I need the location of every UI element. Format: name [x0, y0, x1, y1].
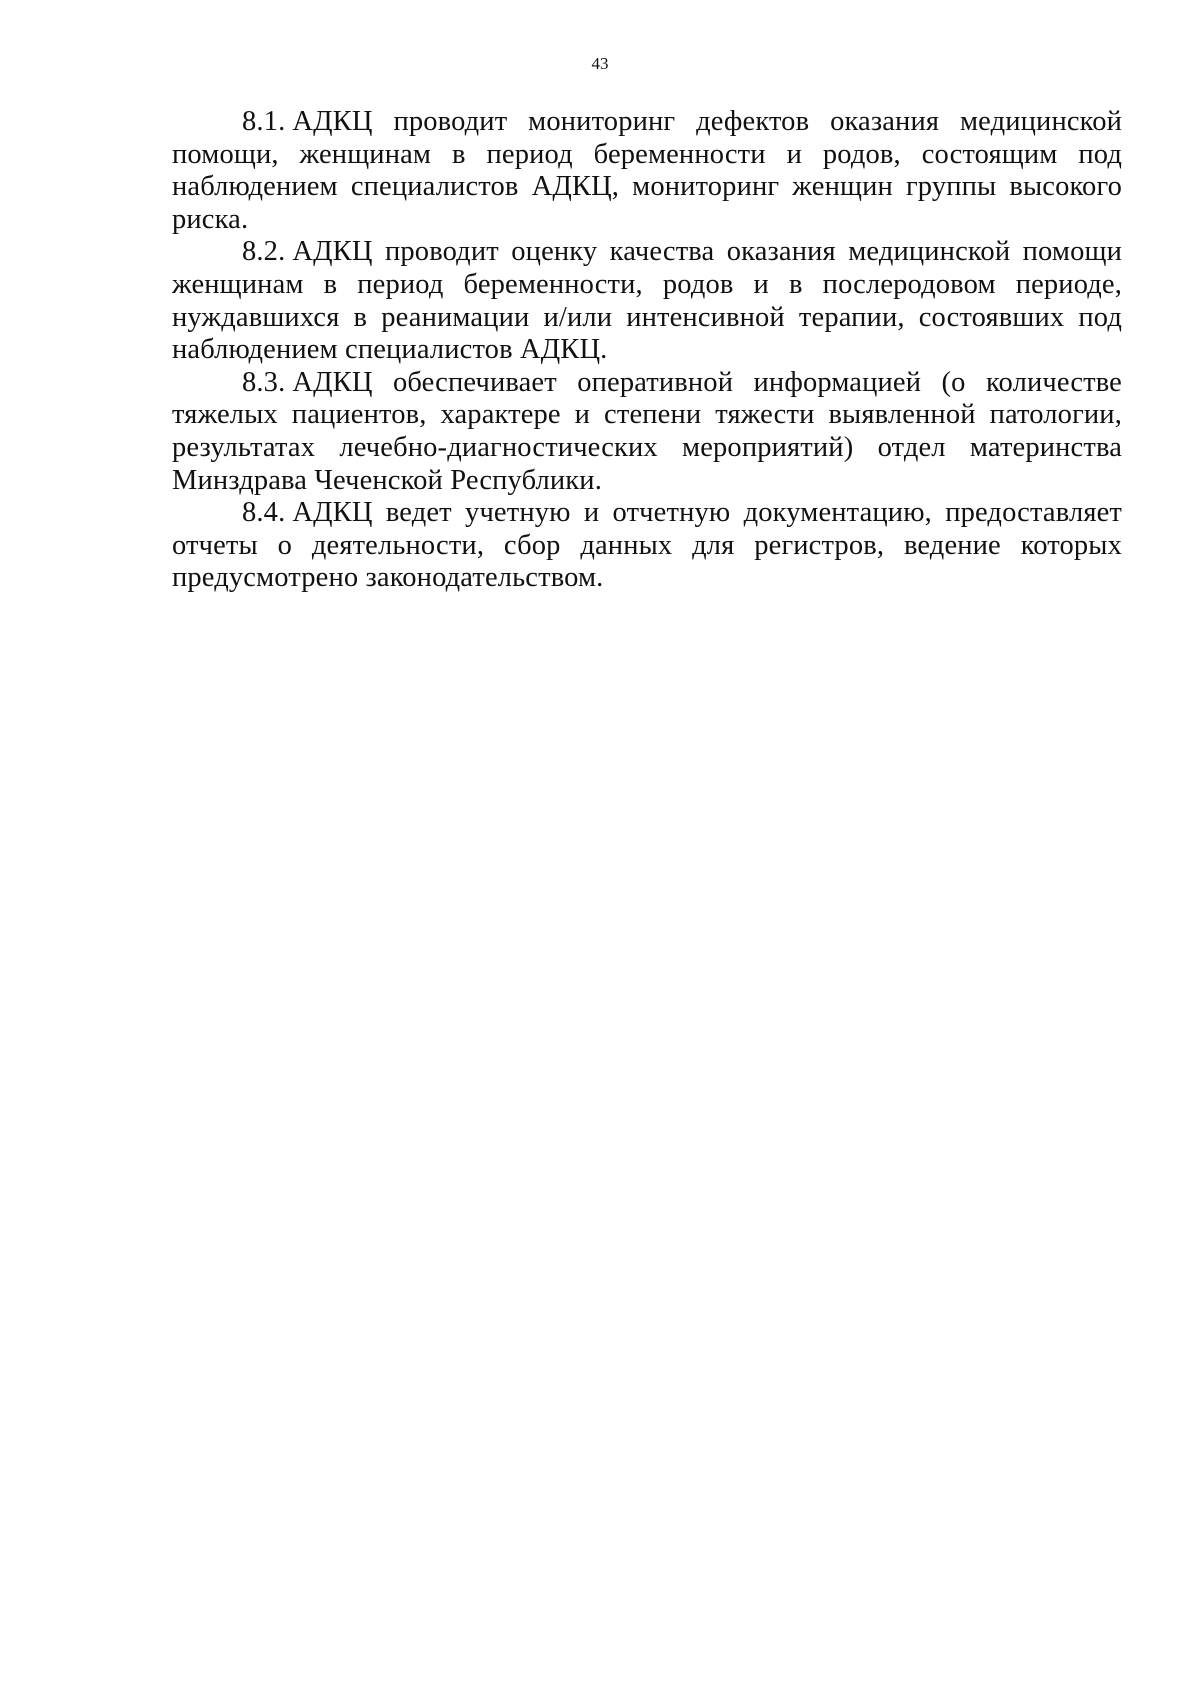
paragraph-number: 8.3. [242, 366, 286, 398]
paragraph-text: АДКЦ проводит оценку качества оказания медицинской помощи женщинам в период беременности, родов и в послеродовом периоде, нуждавшихся в реанимации и/или интенсивной терапии, состоявших под наблюдением специалистов АДКЦ. [172, 236, 1122, 366]
paragraph-text: АДКЦ обеспечивает оперативной информацией (о количестве тяжелых пациентов, характере и степени тяжести выявленной патологии, результатах лечебно-диагностических мероприятий) отдел материнства Минздрава Чеченской Республики. [172, 366, 1122, 496]
paragraph-number: 8.2. [242, 236, 286, 268]
paragraph-8-4 [172, 497, 1122, 595]
paragraph-text: АДКЦ ведет учетную и отчетную документацию, предоставляет отчеты о деятельности, сбор данных для регистров, ведение которых предусмотрено законодательством. [172, 497, 1122, 594]
document-body [172, 106, 1122, 595]
paragraph-number: 8.4. [242, 497, 286, 529]
paragraph-text: АДКЦ проводит мониторинг дефектов оказания медицинской помощи, женщинам в период беременности и родов, состоящим под наблюдением специалистов АДКЦ, мониторинг женщин группы высокого риска. [172, 106, 1122, 235]
paragraph-8-1 [172, 106, 1122, 236]
paragraph-8-2 [172, 236, 1122, 366]
page-number: 43 [591, 54, 609, 73]
paragraph-number: 8.1. [242, 106, 286, 137]
paragraph-8-3 [172, 367, 1122, 497]
